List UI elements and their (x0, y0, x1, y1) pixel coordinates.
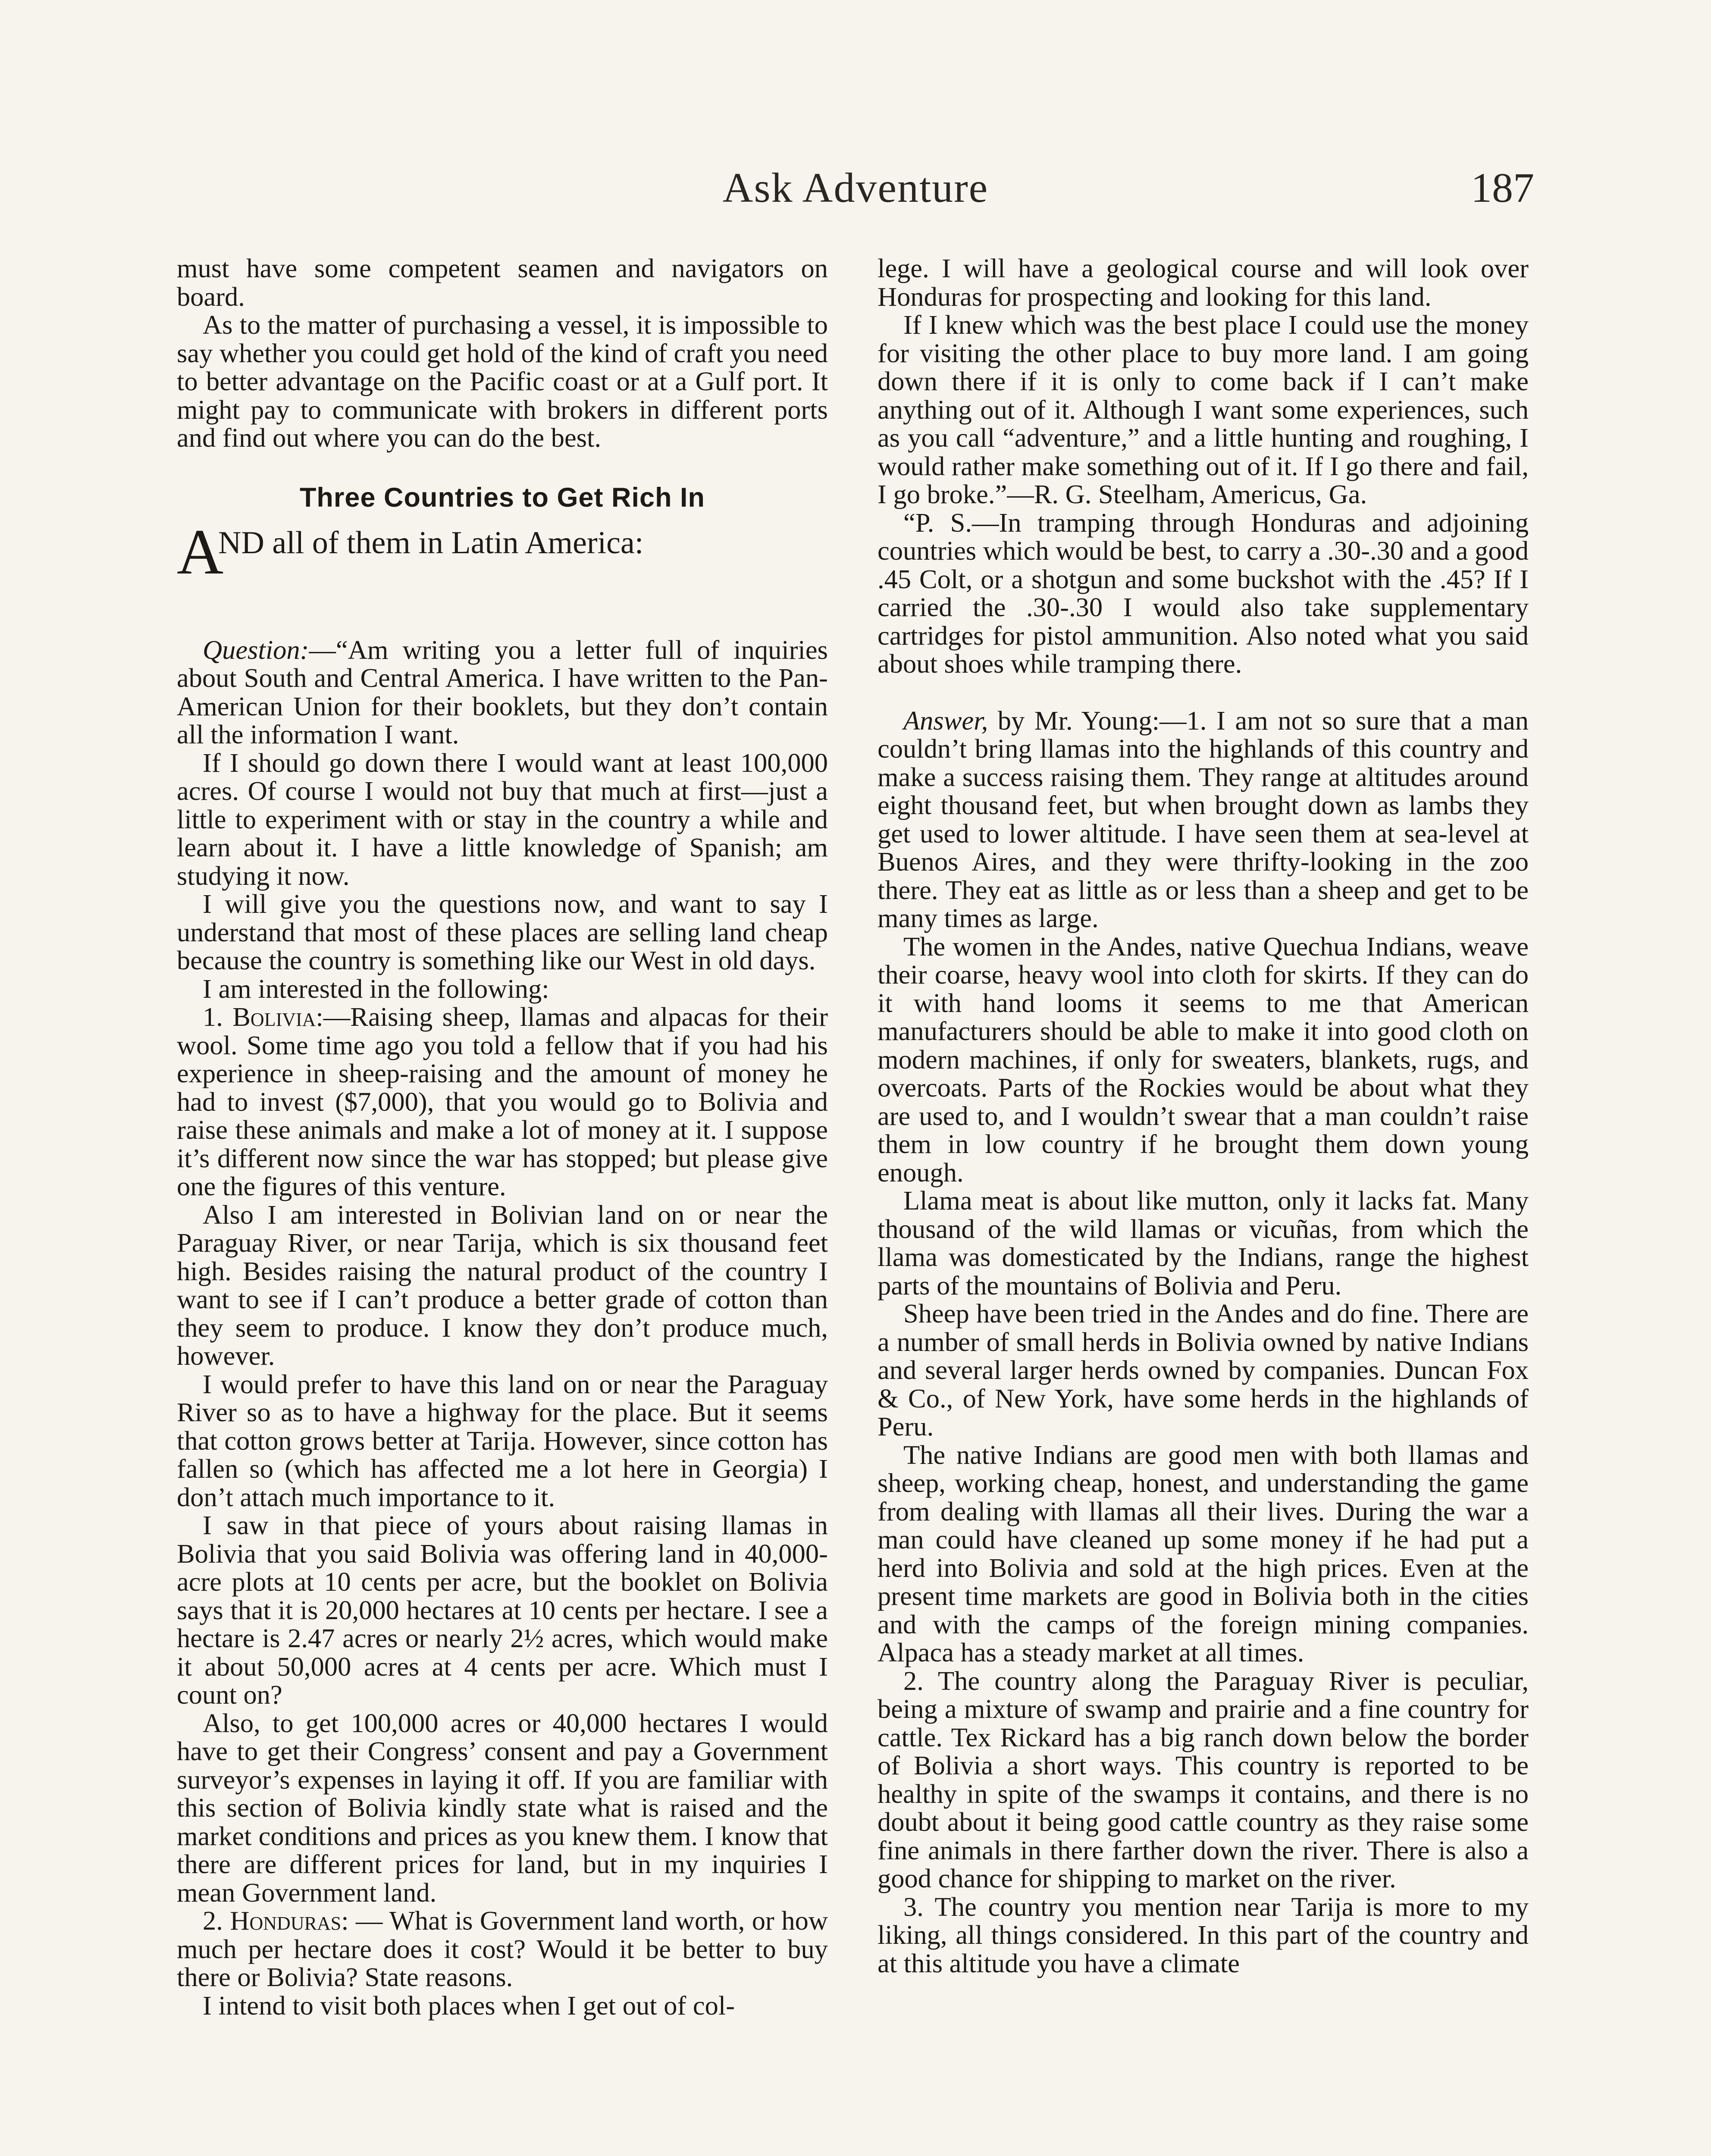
paragraph: Also, to get 100,000 acres or 40,000 hectares I would have to get their Congress’ consent and pay a Government surveyor’s expenses in laying it off. If you are familiar with this section of Bolivia kindly state what is raised and the market conditions and prices as you knew them. I know that there are different prices for land, but in my inquiries I mean Government land. (177, 1708, 828, 1908)
paragraph: Sheep have been tried in the Andes and do fine. There are a number of small herds in Bolivia owned by native Indians and several larger herds owned by companies. Duncan Fox & Co., of New York, have some herds in the highlands of Peru. (877, 1298, 1529, 1442)
question-text: —“Am writing you a letter full of inquiries about South and Central America. I have written to the Pan-American Union for their booklets, but they don’t contain all the information I want. (177, 634, 828, 749)
paragraph: I would prefer to have this land on or near the Paraguay River so as to have a highway for the place. But it seems that cotton grows better at Tarija. However, since cotton has fallen so (which has affected me a lot here in Georgia) I don’t attach much importance to it. (177, 1369, 828, 1512)
paragraph-text: —Raising sheep, llamas and alpacas for their wool. Some time ago you told a fellow that if you had his experience in sheep-raising and the amount of money he had to invest ($7,000), that you would go to Bolivia and raise these animals and make a lot of money at it. I suppose it’s different now since the war has stopped; but please give one the figures of this venture. (177, 1002, 828, 1201)
paragraph: If I knew which was the best place I could use the money for visiting the other place to buy more land. I am going down there if it is only to come back if I can’t make anything out of it. Although I want some experiences, such as you call “adventure,” and a little hunting and roughing, I would rather make something out of it. If I go there and fail, I go broke.”—R. G. Steelham, Americus, Ga. (877, 310, 1529, 509)
honduras-label: 2. Honduras: (203, 1905, 349, 1936)
paragraph: As to the matter of purchasing a vessel, it is impossible to say whether you could get hold of the kind of craft you need to better advantage on the Pacific coast or at a Gulf port. It might pay to communicate with brokers in different ports and find out where you can do the best. (177, 310, 828, 453)
paragraph-text: — What is Government land worth, or how much per hectare does it cost? Would it be better to buy there or Bolivia? State reasons. (177, 1905, 828, 1992)
paragraph: I saw in that piece of yours about raising llamas in Bolivia that you said Bolivia was offering land in 40,000-acre plots at 10 cents per acre, but the booklet on Bolivia says that it is 20,000 hectares at 10 cents per hectare. I see a hectare is 2.47 acres or nearly 2½ acres, which would make it about 50,000 acres at 4 cents per acre. Which must I count on? (177, 1510, 828, 1710)
paragraph: If I should go down there I would want at least 100,000 acres. Of course I would not buy that much at first—just a little to experiment with or stay in the country a while and learn about it. I have a little knowledge of Spanish; am studying it now. (177, 747, 828, 891)
paragraph: lege. I will have a geological course and will look over Honduras for prospecting and looking for this land. (877, 253, 1529, 312)
answer-text: by Mr. Young:—1. I am not so sure that a man couldn’t bring llamas into the highlands of this country and make a success raising them. They range at altitudes around eight thousand feet, but when brought down as lambs they get used to lower altitude. I have seen them at sea-level at Buenos Aires, and they were thrifty-looking in the zoo there. They eat as little as or less than a sheep and get to be many times as large. (877, 705, 1529, 933)
drop-cap: A (177, 516, 224, 588)
answer-label: Answer, (903, 705, 988, 736)
question-paragraph (177, 636, 828, 749)
paragraph (177, 1003, 828, 1201)
paragraph: 3. The country you mention near Tarija is more to my liking, all things considered. In this part of the country and at this altitude you have a climate (877, 1891, 1529, 1978)
paragraph: “P. S.—In tramping through Honduras and adjoining countries which would be best, to carry a .30-.30 and a good .45 Colt, or a shotgun and some buckshot with the .45? If I carried the .30-.30 I would also take supplementary cartridges for pistol ammunition. Also noted what you said about shoes while tramping there. (877, 507, 1529, 679)
paragraph (177, 1907, 828, 1992)
right-column (877, 254, 1529, 1977)
intro-line: ND all of them in Latin America: (218, 525, 644, 561)
paragraph: I intend to visit both places when I get out of col- (203, 1990, 735, 2021)
spacer (177, 576, 828, 636)
paragraph: I am interested in the following: (203, 973, 549, 1004)
section-heading: Three Countries to Get Rich In (299, 482, 705, 513)
running-title: Ask Adventure (722, 165, 989, 211)
paragraph: Llama meat is about like mutton, only it lacks fat. Many thousand of the wild llamas or vicuñas, from which the llama was domesticated by the Indians, range the highest parts of the mountains of Bolivia and Peru. (877, 1185, 1529, 1300)
question-label: Question: (203, 634, 309, 665)
dropcap-intro (177, 516, 828, 588)
paragraph: I will give you the questions now, and want to say I understand that most of these places are selling land cheap because the country is something like our West in old days. (177, 889, 828, 975)
bolivia-label: 1. Bolivia: (203, 1002, 323, 1032)
left-column (177, 254, 828, 2020)
page-number: 187 (1471, 165, 1534, 211)
paragraph: must have some competent seamen and navigators on board. (177, 253, 828, 312)
running-head (177, 164, 1534, 216)
paragraph: The native Indians are good men with both llamas and sheep, working cheap, honest, and understanding the game from dealing with llamas all their lives. During the war a man could have cleaned up some money if he had put a herd into Bolivia and sold at the high prices. Even at the present time markets are good in Bolivia both in the cities and with the camps of the foreign mining companies. Alpaca has a steady market at all times. (877, 1439, 1529, 1667)
paragraph: 2. The country along the Paraguay River is peculiar, being a mixture of swamp and prairie and a fine country for cattle. Tex Rickard has a big ranch down below the border of Bolivia a short ways. This country is reported to be healthy in spite of the swamps it contains, and there is no doubt about it being good cattle country as they raise some fine animals in there farther down the river. There is also a good chance for shipping to market on the river. (877, 1665, 1529, 1893)
paragraph: Also I am interested in Bolivian land on or near the Paraguay River, or near Tarija, which is six thousand feet high. Besides raising the natural product of the country I want to see if I can’t produce a better grade of cotton than they seem to produce. I know they don’t produce much, however. (177, 1199, 828, 1371)
paragraph: The women in the Andes, native Quechua Indians, weave their coarse, heavy wool into cloth for skirts. If they can do it with hand looms it seems to me that American manufacturers should be able to make it into good cloth on modern machines, if only for sweaters, blankets, rugs, and overcoats. Parts of the Rockies would be about what they are used to, and I wouldn’t swear that a man couldn’t raise them in low country if he brought them down young enough. (877, 931, 1529, 1188)
answer-paragraph (877, 707, 1529, 933)
